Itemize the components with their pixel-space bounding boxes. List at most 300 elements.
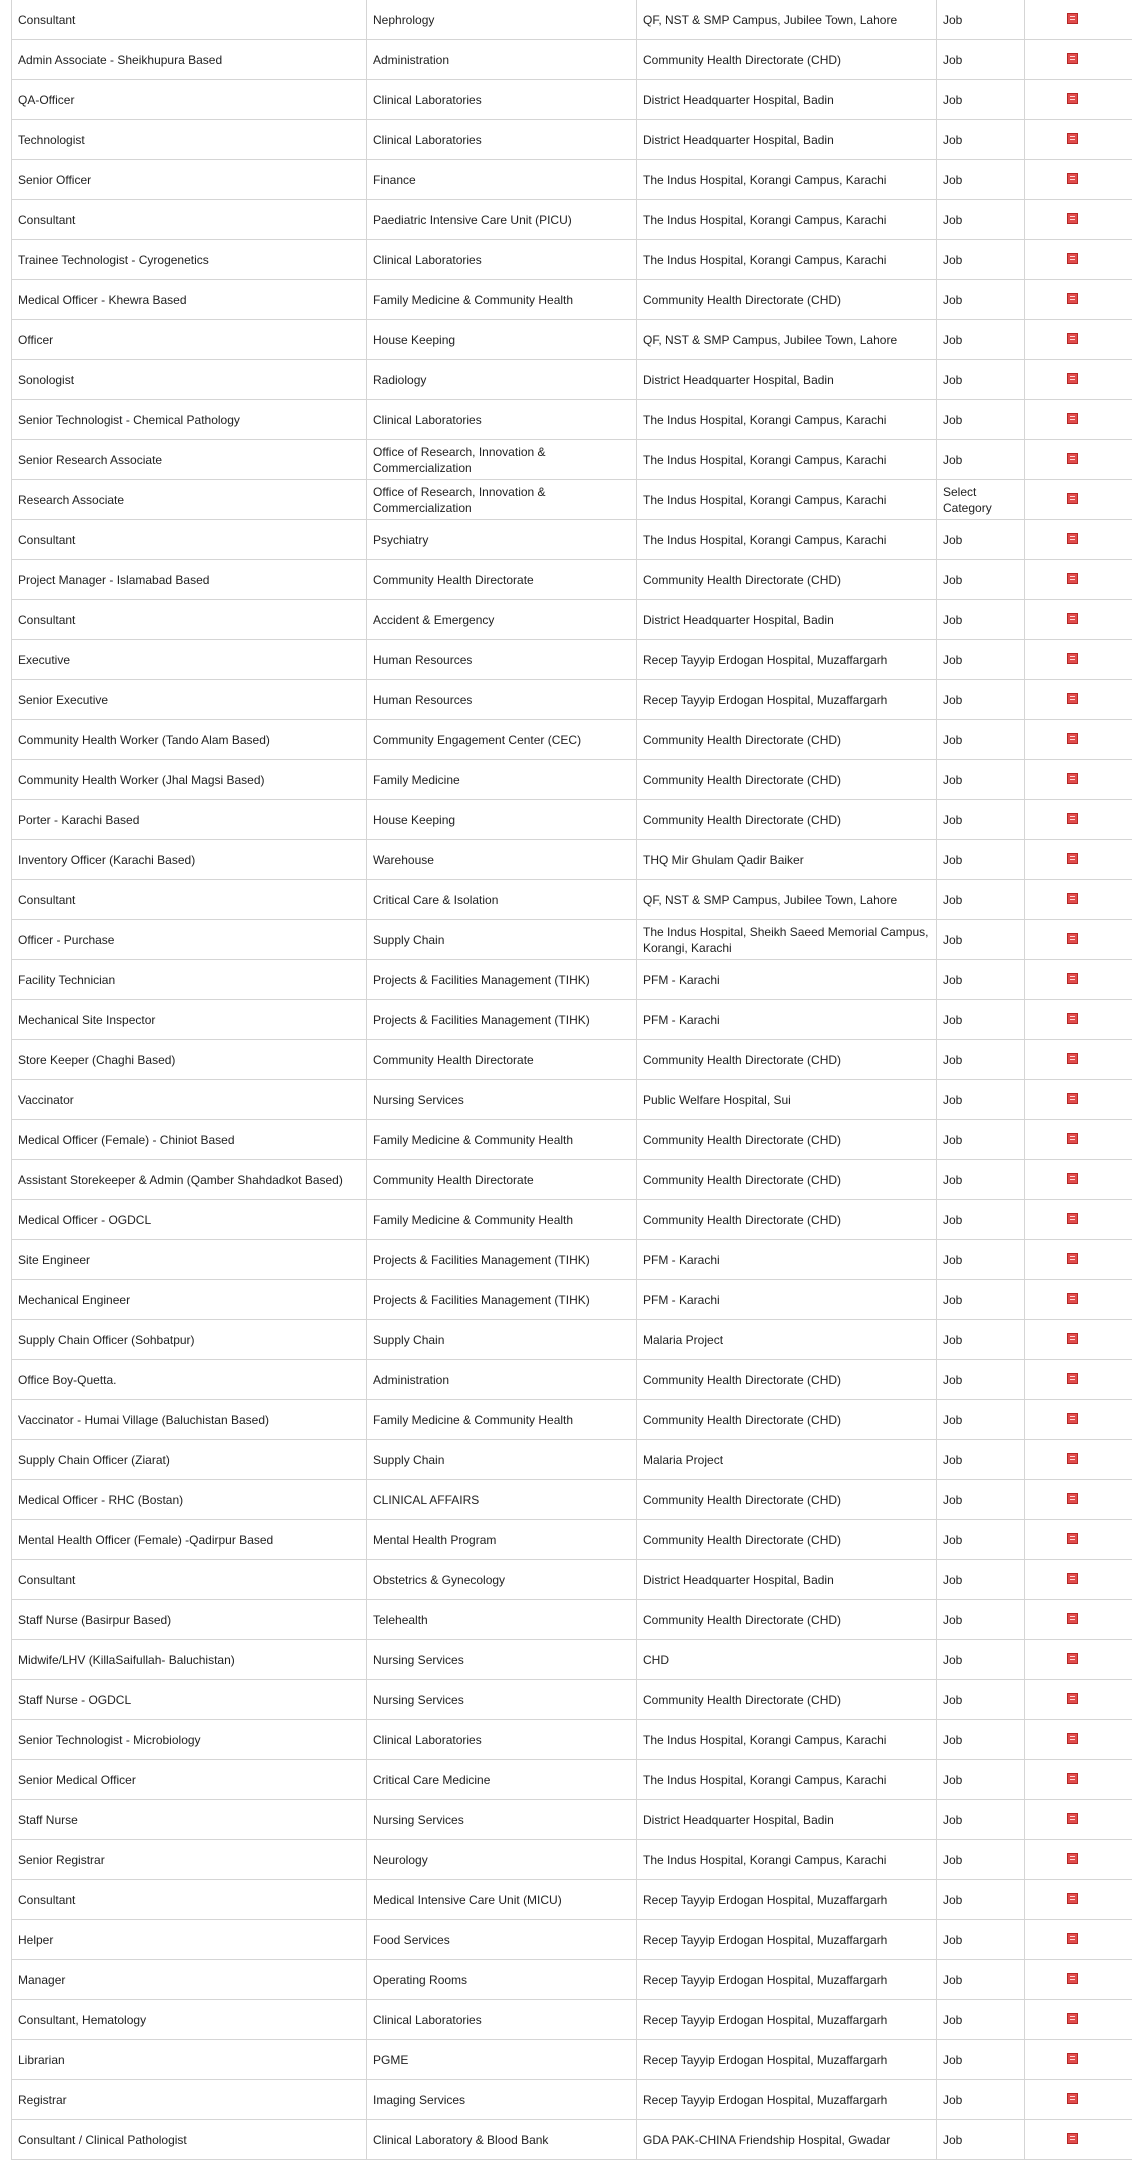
job-department: Clinical Laboratories (367, 80, 637, 120)
job-type: Job (937, 1280, 1025, 1320)
job-title: Inventory Officer (Karachi Based) (12, 840, 367, 880)
job-department: House Keeping (367, 800, 637, 840)
job-type: Job (937, 1440, 1025, 1480)
job-attachment-cell (1025, 720, 1132, 760)
job-type: Job (937, 1400, 1025, 1440)
table-row (12, 400, 1132, 440)
pdf-icon[interactable] (1067, 133, 1078, 144)
job-location: Community Health Directorate (CHD) (637, 1360, 937, 1400)
pdf-icon[interactable] (1067, 653, 1078, 664)
job-attachment-cell (1025, 960, 1132, 1000)
table-row (12, 2080, 1132, 2120)
table-row (12, 1280, 1132, 1320)
pdf-icon[interactable] (1067, 1213, 1078, 1224)
job-title: Vaccinator (12, 1080, 367, 1120)
job-type: Job (937, 0, 1025, 40)
job-type: Job (937, 320, 1025, 360)
job-title: Supply Chain Officer (Ziarat) (12, 1440, 367, 1480)
job-department: Nursing Services (367, 1680, 637, 1720)
pdf-icon[interactable] (1067, 1733, 1078, 1744)
job-location: GDA PAK-CHINA Friendship Hospital, Gwadar (637, 2120, 937, 2160)
job-attachment-cell (1025, 1480, 1132, 1520)
job-department: Psychiatry (367, 520, 637, 560)
job-attachment-cell (1025, 1280, 1132, 1320)
table-row (12, 1080, 1132, 1120)
job-type: Job (937, 960, 1025, 1000)
pdf-icon[interactable] (1067, 1493, 1078, 1504)
table-row (12, 1360, 1132, 1400)
job-department: Projects & Facilities Management (TIHK) (367, 960, 637, 1000)
pdf-icon[interactable] (1067, 2013, 1078, 2024)
job-type: Job (937, 1000, 1025, 1040)
pdf-icon[interactable] (1067, 173, 1078, 184)
pdf-icon[interactable] (1067, 373, 1078, 384)
job-type: Job (937, 1320, 1025, 1360)
table-row (12, 1560, 1132, 1600)
pdf-icon[interactable] (1067, 1533, 1078, 1544)
pdf-icon[interactable] (1067, 1373, 1078, 1384)
table-row (12, 1760, 1132, 1800)
pdf-icon[interactable] (1067, 1413, 1078, 1424)
job-location: QF, NST & SMP Campus, Jubilee Town, Lahore (637, 320, 937, 360)
job-title: Medical Officer - Khewra Based (12, 280, 367, 320)
job-department: Family Medicine (367, 760, 637, 800)
job-location: Community Health Directorate (CHD) (637, 1480, 937, 1520)
pdf-icon[interactable] (1067, 1013, 1078, 1024)
job-title: Senior Medical Officer (12, 1760, 367, 1800)
table-row (12, 1240, 1132, 1280)
pdf-icon[interactable] (1067, 213, 1078, 224)
table-row (12, 1640, 1132, 1680)
job-type: Job (937, 1360, 1025, 1400)
job-department: Imaging Services (367, 2080, 637, 2120)
job-attachment-cell (1025, 560, 1132, 600)
pdf-icon[interactable] (1067, 733, 1078, 744)
job-department: Obstetrics & Gynecology (367, 1560, 637, 1600)
pdf-icon[interactable] (1067, 93, 1078, 104)
job-attachment-cell (1025, 1640, 1132, 1680)
job-title: Sonologist (12, 360, 367, 400)
table-row (12, 1880, 1132, 1920)
pdf-icon[interactable] (1067, 413, 1078, 424)
job-title: Consultant (12, 200, 367, 240)
job-attachment-cell (1025, 1240, 1132, 1280)
job-location: THQ Mir Ghulam Qadir Baiker (637, 840, 937, 880)
job-department: House Keeping (367, 320, 637, 360)
job-attachment-cell (1025, 1720, 1132, 1760)
job-type: Job (937, 520, 1025, 560)
job-department: Human Resources (367, 640, 637, 680)
job-attachment-cell (1025, 480, 1132, 520)
job-type: Job (937, 1960, 1025, 2000)
pdf-icon[interactable] (1067, 933, 1078, 944)
pdf-icon[interactable] (1067, 53, 1078, 64)
job-location: The Indus Hospital, Korangi Campus, Karachi (637, 240, 937, 280)
job-department: Nephrology (367, 0, 637, 40)
job-type: Job (937, 1480, 1025, 1520)
job-type: Job (937, 1040, 1025, 1080)
pdf-icon[interactable] (1067, 1973, 1078, 1984)
job-department: Nursing Services (367, 1080, 637, 1120)
job-department: Food Services (367, 1920, 637, 1960)
job-title: Technologist (12, 120, 367, 160)
job-title: Senior Technologist - Chemical Pathology (12, 400, 367, 440)
job-title: Senior Officer (12, 160, 367, 200)
pdf-icon[interactable] (1067, 1893, 1078, 1904)
job-department: Clinical Laboratories (367, 400, 637, 440)
job-attachment-cell (1025, 400, 1132, 440)
job-location: The Indus Hospital, Korangi Campus, Karachi (637, 200, 937, 240)
job-attachment-cell (1025, 2080, 1132, 2120)
job-type: Job (937, 1840, 1025, 1880)
pdf-icon[interactable] (1067, 2053, 1078, 2064)
job-attachment-cell (1025, 0, 1132, 40)
job-title: Porter - Karachi Based (12, 800, 367, 840)
job-type: Job (937, 680, 1025, 720)
table-row (12, 1840, 1132, 1880)
job-location: Community Health Directorate (CHD) (637, 1040, 937, 1080)
pdf-icon[interactable] (1067, 1773, 1078, 1784)
job-title: Registrar (12, 2080, 367, 2120)
job-attachment-cell (1025, 120, 1132, 160)
job-title: Librarian (12, 2040, 367, 2080)
table-row (12, 1200, 1132, 1240)
job-attachment-cell (1025, 1400, 1132, 1440)
job-department: Clinical Laboratories (367, 120, 637, 160)
pdf-icon[interactable] (1067, 2093, 1078, 2104)
pdf-icon[interactable] (1067, 333, 1078, 344)
pdf-icon[interactable] (1067, 1133, 1078, 1144)
pdf-icon[interactable] (1067, 453, 1078, 464)
job-type: Job (937, 1720, 1025, 1760)
pdf-icon[interactable] (1067, 1253, 1078, 1264)
job-title: Consultant (12, 1880, 367, 1920)
job-attachment-cell (1025, 640, 1132, 680)
job-type: Job (937, 240, 1025, 280)
table-row (12, 1320, 1132, 1360)
jobs-table (11, 0, 1132, 2160)
job-location: The Indus Hospital, Korangi Campus, Karachi (637, 480, 937, 520)
job-department: Telehealth (367, 1600, 637, 1640)
job-title: Executive (12, 640, 367, 680)
job-location: Recep Tayyip Erdogan Hospital, Muzaffargarh (637, 2000, 937, 2040)
job-type: Job (937, 80, 1025, 120)
job-attachment-cell (1025, 520, 1132, 560)
pdf-icon[interactable] (1067, 13, 1078, 24)
job-department: Human Resources (367, 680, 637, 720)
job-type: Job (937, 440, 1025, 480)
job-title: Admin Associate - Sheikhupura Based (12, 40, 367, 80)
job-attachment-cell (1025, 800, 1132, 840)
table-row (12, 1440, 1132, 1480)
job-attachment-cell (1025, 200, 1132, 240)
job-type: Job (937, 600, 1025, 640)
table-row (12, 1920, 1132, 1960)
job-type: Job (937, 560, 1025, 600)
job-attachment-cell (1025, 1800, 1132, 1840)
pdf-icon[interactable] (1067, 1053, 1078, 1064)
pdf-icon[interactable] (1067, 1613, 1078, 1624)
job-department: Office of Research, Innovation & Commercialization (367, 480, 637, 520)
job-department: Critical Care Medicine (367, 1760, 637, 1800)
table-row (12, 120, 1132, 160)
pdf-icon[interactable] (1067, 1653, 1078, 1664)
job-attachment-cell (1025, 880, 1132, 920)
table-row (12, 160, 1132, 200)
pdf-icon[interactable] (1067, 1333, 1078, 1344)
job-attachment-cell (1025, 840, 1132, 880)
job-type: Job (937, 880, 1025, 920)
job-type: Job (937, 760, 1025, 800)
job-title: Consultant (12, 0, 367, 40)
job-title: Mental Health Officer (Female) -Qadirpur Based (12, 1520, 367, 1560)
job-type: Job (937, 1600, 1025, 1640)
table-row (12, 1480, 1132, 1520)
job-title: Midwife/LHV (KillaSaifullah- Baluchistan) (12, 1640, 367, 1680)
job-attachment-cell (1025, 1840, 1132, 1880)
job-attachment-cell (1025, 1360, 1132, 1400)
table-row (12, 480, 1132, 520)
jobs-table-body (12, 0, 1132, 2160)
job-type: Job (937, 1760, 1025, 1800)
job-attachment-cell (1025, 1440, 1132, 1480)
pdf-icon[interactable] (1067, 1453, 1078, 1464)
job-department: Supply Chain (367, 1440, 637, 1480)
job-attachment-cell (1025, 1760, 1132, 1800)
job-location: District Headquarter Hospital, Badin (637, 80, 937, 120)
job-location: Community Health Directorate (CHD) (637, 280, 937, 320)
pdf-icon[interactable] (1067, 293, 1078, 304)
job-location: PFM - Karachi (637, 1000, 937, 1040)
job-department: Warehouse (367, 840, 637, 880)
pdf-icon[interactable] (1067, 533, 1078, 544)
pdf-icon[interactable] (1067, 1813, 1078, 1824)
job-title: QA-Officer (12, 80, 367, 120)
job-attachment-cell (1025, 1080, 1132, 1120)
job-title: Senior Technologist - Microbiology (12, 1720, 367, 1760)
job-location: CHD (637, 1640, 937, 1680)
job-location: Recep Tayyip Erdogan Hospital, Muzaffargarh (637, 680, 937, 720)
job-type: Job (937, 120, 1025, 160)
pdf-icon[interactable] (1067, 973, 1078, 984)
pdf-icon[interactable] (1067, 1853, 1078, 1864)
pdf-icon[interactable] (1067, 1173, 1078, 1184)
job-type: Job (937, 800, 1025, 840)
job-type: Job (937, 160, 1025, 200)
job-type: Job (937, 2080, 1025, 2120)
job-attachment-cell (1025, 280, 1132, 320)
job-location: PFM - Karachi (637, 1280, 937, 1320)
job-title: Vaccinator - Humai Village (Baluchistan Based) (12, 1400, 367, 1440)
pdf-icon[interactable] (1067, 1933, 1078, 1944)
job-attachment-cell (1025, 40, 1132, 80)
job-location: District Headquarter Hospital, Badin (637, 1560, 937, 1600)
table-row (12, 1960, 1132, 2000)
pdf-icon[interactable] (1067, 893, 1078, 904)
job-department: Critical Care & Isolation (367, 880, 637, 920)
job-title: Store Keeper (Chaghi Based) (12, 1040, 367, 1080)
job-title: Medical Officer - OGDCL (12, 1200, 367, 1240)
job-department: Radiology (367, 360, 637, 400)
job-type: Job (937, 1880, 1025, 1920)
job-title: Community Health Worker (Tando Alam Based) (12, 720, 367, 760)
pdf-icon[interactable] (1067, 813, 1078, 824)
table-row (12, 760, 1132, 800)
job-attachment-cell (1025, 1200, 1132, 1240)
job-title: Senior Research Associate (12, 440, 367, 480)
job-location: Public Welfare Hospital, Sui (637, 1080, 937, 1120)
job-attachment-cell (1025, 160, 1132, 200)
job-department: PGME (367, 2040, 637, 2080)
job-type: Job (937, 1520, 1025, 1560)
job-title: Assistant Storekeeper & Admin (Qamber Shahdadkot Based) (12, 1160, 367, 1200)
job-department: Finance (367, 160, 637, 200)
job-title: Project Manager - Islamabad Based (12, 560, 367, 600)
job-department: Nursing Services (367, 1800, 637, 1840)
job-location: Community Health Directorate (CHD) (637, 760, 937, 800)
job-title: Office Boy-Quetta. (12, 1360, 367, 1400)
job-department: Administration (367, 40, 637, 80)
job-department: Administration (367, 1360, 637, 1400)
table-row (12, 2040, 1132, 2080)
job-department: Projects & Facilities Management (TIHK) (367, 1000, 637, 1040)
job-location: PFM - Karachi (637, 1240, 937, 1280)
job-department: Accident & Emergency (367, 600, 637, 640)
job-attachment-cell (1025, 440, 1132, 480)
job-attachment-cell (1025, 240, 1132, 280)
job-location: The Indus Hospital, Korangi Campus, Karachi (637, 1760, 937, 1800)
job-title: Mechanical Engineer (12, 1280, 367, 1320)
job-location: District Headquarter Hospital, Badin (637, 120, 937, 160)
job-location: District Headquarter Hospital, Badin (637, 360, 937, 400)
table-row (12, 680, 1132, 720)
job-location: Community Health Directorate (CHD) (637, 1120, 937, 1160)
table-row (12, 1680, 1132, 1720)
job-title: Consultant, Hematology (12, 2000, 367, 2040)
table-row (12, 1160, 1132, 1200)
table-row (12, 920, 1132, 960)
pdf-icon[interactable] (1067, 773, 1078, 784)
job-title: Officer - Purchase (12, 920, 367, 960)
job-location: The Indus Hospital, Korangi Campus, Karachi (637, 520, 937, 560)
job-attachment-cell (1025, 2000, 1132, 2040)
job-type: Job (937, 2000, 1025, 2040)
job-title: Consultant (12, 600, 367, 640)
job-department: CLINICAL AFFAIRS (367, 1480, 637, 1520)
job-location: District Headquarter Hospital, Badin (637, 600, 937, 640)
job-title: Consultant (12, 1560, 367, 1600)
job-title: Helper (12, 1920, 367, 1960)
table-row (12, 240, 1132, 280)
table-row (12, 40, 1132, 80)
job-type: Job (937, 280, 1025, 320)
job-attachment-cell (1025, 1160, 1132, 1200)
job-department: Clinical Laboratory & Blood Bank (367, 2120, 637, 2160)
table-row (12, 1400, 1132, 1440)
job-type: Job (937, 2040, 1025, 2080)
pdf-icon[interactable] (1067, 1293, 1078, 1304)
pdf-icon[interactable] (1067, 493, 1078, 504)
job-location: Recep Tayyip Erdogan Hospital, Muzaffargarh (637, 2040, 937, 2080)
table-row (12, 360, 1132, 400)
table-row (12, 2000, 1132, 2040)
table-row (12, 520, 1132, 560)
job-type: Job (937, 640, 1025, 680)
table-row (12, 80, 1132, 120)
table-row (12, 1520, 1132, 1560)
job-type: Job (937, 200, 1025, 240)
table-row (12, 1720, 1132, 1760)
job-location: The Indus Hospital, Sheikh Saeed Memorial Campus, Korangi, Karachi (637, 920, 937, 960)
job-location: PFM - Karachi (637, 960, 937, 1000)
job-location: Community Health Directorate (CHD) (637, 40, 937, 80)
pdf-icon[interactable] (1067, 853, 1078, 864)
job-department: Projects & Facilities Management (TIHK) (367, 1240, 637, 1280)
pdf-icon[interactable] (1067, 2133, 1078, 2144)
job-location: Recep Tayyip Erdogan Hospital, Muzaffargarh (637, 2080, 937, 2120)
table-row (12, 200, 1132, 240)
job-title: Research Associate (12, 480, 367, 520)
job-location: The Indus Hospital, Korangi Campus, Karachi (637, 440, 937, 480)
table-row (12, 0, 1132, 40)
table-row (12, 880, 1132, 920)
job-type: Job (937, 360, 1025, 400)
job-type: Job (937, 1560, 1025, 1600)
job-type: Select Category (937, 480, 1025, 520)
table-row (12, 320, 1132, 360)
job-department: Community Health Directorate (367, 1160, 637, 1200)
pdf-icon[interactable] (1067, 573, 1078, 584)
job-location: Community Health Directorate (CHD) (637, 1600, 937, 1640)
pdf-icon[interactable] (1067, 693, 1078, 704)
job-location: Recep Tayyip Erdogan Hospital, Muzaffargarh (637, 1920, 937, 1960)
job-attachment-cell (1025, 320, 1132, 360)
job-department: Projects & Facilities Management (TIHK) (367, 1280, 637, 1320)
table-row (12, 440, 1132, 480)
job-location: Community Health Directorate (CHD) (637, 720, 937, 760)
job-department: Community Health Directorate (367, 560, 637, 600)
table-row (12, 720, 1132, 760)
job-attachment-cell (1025, 680, 1132, 720)
job-type: Job (937, 1240, 1025, 1280)
job-department: Nursing Services (367, 1640, 637, 1680)
job-department: Community Health Directorate (367, 1040, 637, 1080)
job-attachment-cell (1025, 2040, 1132, 2080)
pdf-icon[interactable] (1067, 1093, 1078, 1104)
table-row (12, 1600, 1132, 1640)
job-attachment-cell (1025, 1000, 1132, 1040)
table-row (12, 280, 1132, 320)
job-title: Senior Registrar (12, 1840, 367, 1880)
pdf-icon[interactable] (1067, 613, 1078, 624)
table-row (12, 1800, 1132, 1840)
job-type: Job (937, 720, 1025, 760)
pdf-icon[interactable] (1067, 1693, 1078, 1704)
job-location: QF, NST & SMP Campus, Jubilee Town, Lahore (637, 0, 937, 40)
table-row (12, 1040, 1132, 1080)
job-attachment-cell (1025, 360, 1132, 400)
pdf-icon[interactable] (1067, 253, 1078, 264)
job-location: Community Health Directorate (CHD) (637, 1160, 937, 1200)
job-department: Neurology (367, 1840, 637, 1880)
job-department: Supply Chain (367, 920, 637, 960)
job-type: Job (937, 920, 1025, 960)
job-type: Job (937, 1640, 1025, 1680)
table-row (12, 960, 1132, 1000)
job-title: Site Engineer (12, 1240, 367, 1280)
job-department: Family Medicine & Community Health (367, 1200, 637, 1240)
pdf-icon[interactable] (1067, 1573, 1078, 1584)
